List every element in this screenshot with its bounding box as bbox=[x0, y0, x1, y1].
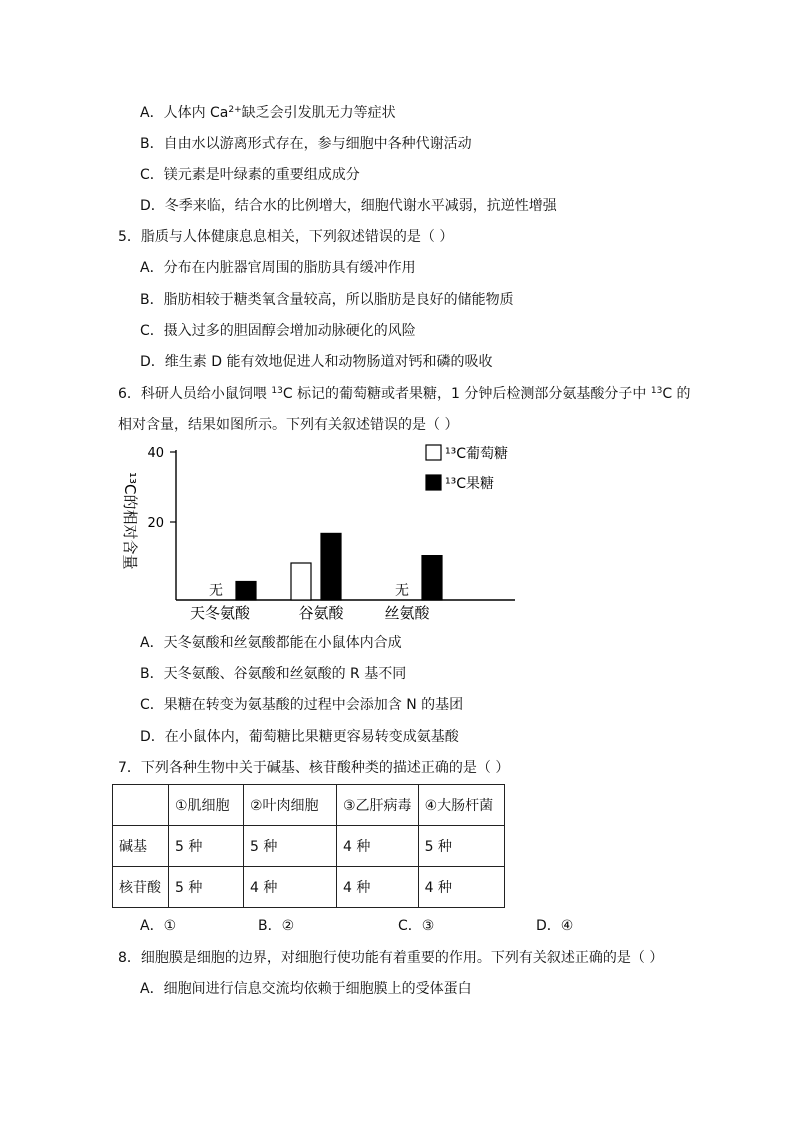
table-header-row bbox=[113, 785, 505, 826]
table-cell: 4 种 bbox=[337, 867, 419, 908]
table-row-label: 核苷酸 bbox=[113, 867, 169, 908]
table-row-label: 碱基 bbox=[113, 826, 169, 867]
table-cell bbox=[113, 785, 169, 826]
q6-option-a: A．天冬氨酸和丝氨酸都能在小鼠体内合成 bbox=[140, 635, 402, 651]
chart-y-tick: 40 bbox=[147, 446, 164, 461]
legend-label: ¹³C果糖 bbox=[445, 476, 494, 492]
legend-swatch bbox=[426, 475, 441, 490]
table-row bbox=[113, 867, 505, 908]
chart-legend bbox=[426, 445, 508, 492]
legend-label: ¹³C葡萄糖 bbox=[445, 446, 508, 462]
chart-y-axis-label bbox=[121, 472, 139, 570]
chart-bar bbox=[291, 563, 311, 600]
table-header-cell: ③乙肝病毒 bbox=[337, 785, 419, 826]
q7-option-c: C．③ bbox=[398, 918, 435, 934]
chart-y-label-text: ¹³C的相对含量 bbox=[121, 472, 139, 570]
table-cell: 4 种 bbox=[418, 867, 504, 908]
chart-bar bbox=[321, 533, 341, 600]
chart-x-label: 天冬氨酸 bbox=[189, 604, 251, 622]
table-header-cell: ②叶肉细胞 bbox=[244, 785, 337, 826]
table-cell: 4 种 bbox=[244, 867, 337, 908]
q6-stem-line1: 6．科研人员给小鼠饲喂 $^{13}$C 标记的葡萄糖或者果糖，1 分钟后检测部分氨基酸分子中 $^{13}$C 的 bbox=[118, 386, 691, 402]
q7-option-d: D．④ bbox=[536, 918, 574, 934]
q5-stem: 5．脂质与人体健康息息相关，下列叙述错误的是（ ） bbox=[118, 229, 454, 245]
table-header-cell: ④大肠杆菌 bbox=[418, 785, 504, 826]
q6-option-c: C．果糖在转变为氨基酸的过程中会添加含 N 的基团 bbox=[140, 697, 464, 713]
q7-table bbox=[112, 784, 505, 908]
amino-acid-bar-chart bbox=[110, 440, 550, 625]
q7-option-a: A．① bbox=[140, 918, 177, 934]
table-cell: 5 种 bbox=[418, 826, 504, 867]
chart-x-labels bbox=[190, 604, 431, 622]
q5-option-b: B．脂肪相较于糖类氧含量较高，所以脂肪是良好的储能物质 bbox=[140, 292, 514, 308]
chart-bar bbox=[422, 556, 442, 600]
q4-option-d: D．冬季来临，结合水的比例增大，细胞代谢水平减弱，抗逆性增强 bbox=[140, 198, 557, 214]
chart-x-label: 谷氨酸 bbox=[298, 604, 344, 622]
q4-option-a: A．人体内 $Ca^{2+}$缺乏会引发肌无力等症状 bbox=[140, 105, 396, 121]
q4-option-b: B．自由水以游离形式存在，参与细胞中各种代谢活动 bbox=[140, 136, 472, 152]
q6-stem-line2: 相对含量，结果如图所示。下列有关叙述错误的是（ ） bbox=[118, 417, 459, 433]
table-header-cell: ①肌细胞 bbox=[169, 785, 244, 826]
q5-option-a: A．分布在内脏器官周围的脂肪具有缓冲作用 bbox=[140, 260, 416, 276]
q5-option-d: D．维生素 D 能有效地促进人和动物肠道对钙和磷的吸收 bbox=[140, 354, 493, 370]
q5-option-c: C．摄入过多的胆固醇会增加动脉硬化的风险 bbox=[140, 323, 416, 339]
chart-y-tick: 20 bbox=[147, 516, 164, 531]
chart-zero-label: 无 bbox=[395, 583, 409, 599]
table-cell: 5 种 bbox=[169, 867, 244, 908]
chart-zero-label: 无 bbox=[209, 583, 223, 599]
legend-swatch bbox=[426, 445, 441, 460]
table-cell: 5 种 bbox=[169, 826, 244, 867]
q8-stem: 8．细胞膜是细胞的边界，对细胞行使功能有着重要的作用。下列有关叙述正确的是（ ） bbox=[118, 950, 664, 966]
chart-x-label: 丝氨酸 bbox=[384, 604, 430, 622]
chart-bar bbox=[236, 582, 256, 601]
q6-option-b: B．天冬氨酸、谷氨酸和丝氨酸的 R 基不同 bbox=[140, 666, 407, 682]
q6-option-d: D．在小鼠体内，葡萄糖比果糖更容易转变成氨基酸 bbox=[140, 729, 459, 745]
table-cell: 5 种 bbox=[244, 826, 337, 867]
q8-option-a: A．细胞间进行信息交流均依赖于细胞膜上的受体蛋白 bbox=[140, 981, 472, 997]
q7-option-b: B．② bbox=[258, 918, 295, 934]
table-row bbox=[113, 826, 505, 867]
chart-bars bbox=[209, 533, 442, 600]
table-cell: 4 种 bbox=[337, 826, 419, 867]
q7-stem: 7．下列各种生物中关于碱基、核苷酸种类的描述正确的是（ ） bbox=[118, 760, 510, 776]
q4-option-c: C．镁元素是叶绿素的重要组成成分 bbox=[140, 167, 360, 183]
